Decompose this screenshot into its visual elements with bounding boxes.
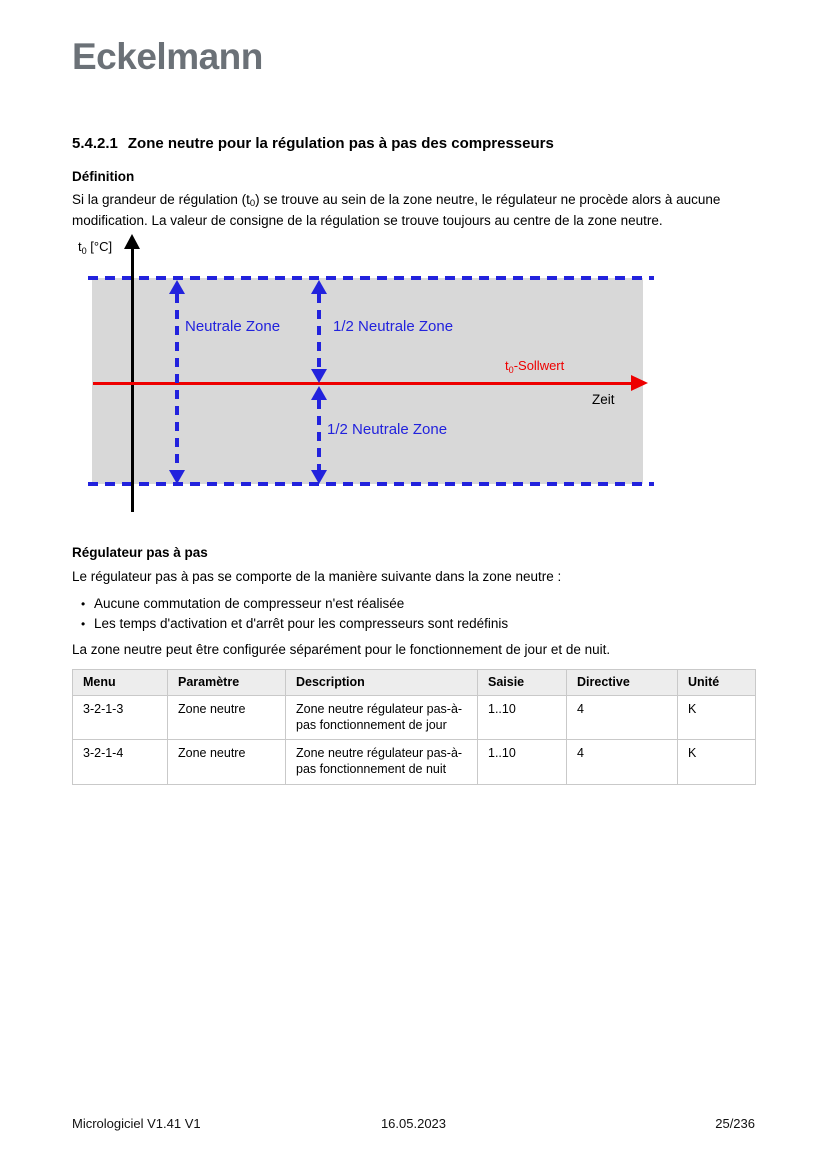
definition-text-pre: Si la grandeur de régulation (t bbox=[72, 191, 250, 207]
eckelmann-logo: Eckelmann bbox=[72, 36, 263, 77]
cell-parametre: Zone neutre bbox=[168, 695, 286, 740]
footer-page-number: 25/236 bbox=[715, 1116, 755, 1131]
definition-heading: Définition bbox=[72, 168, 135, 184]
bullet-item: • Aucune commutation de compresseur n'est réalisée bbox=[72, 594, 755, 614]
half-zone-lower-arrow bbox=[311, 386, 327, 484]
cell-parametre: Zone neutre bbox=[168, 740, 286, 785]
half-zone-upper-label: 1/2 Neutrale Zone bbox=[333, 318, 454, 336]
y-axis-label-subscript: 0 bbox=[81, 245, 87, 256]
setpoint-label-subscript: 0 bbox=[508, 364, 514, 375]
section-heading bbox=[72, 135, 755, 154]
table-row bbox=[73, 695, 756, 740]
t0-subscript: 0 bbox=[249, 198, 256, 210]
column-header-saisie: Saisie bbox=[478, 669, 567, 695]
cell-unite: K bbox=[678, 740, 756, 785]
arrow-dashed-line bbox=[317, 294, 321, 369]
table-header-row bbox=[73, 669, 756, 695]
neutral-zone-diagram bbox=[78, 234, 660, 519]
arrow-down-head bbox=[311, 470, 327, 484]
regulator-heading: Régulateur pas à pas bbox=[72, 545, 208, 561]
section-title: Zone neutre pour la régulation pas à pas des compresseurs bbox=[127, 135, 554, 152]
cell-description: Zone neutre régulateur pas-à-pas fonctionnement de jour bbox=[286, 695, 478, 740]
definition-text-post: ) se trouve au sein de la zone neutre, le régulateur ne procède alors à aucune modification. La valeur de consigne de la régulation se trouve toujours au centre de la zone neutre. bbox=[72, 191, 721, 229]
neutral-zone-label: Neutrale Zone bbox=[185, 318, 281, 336]
page-footer bbox=[72, 1116, 755, 1134]
cell-directive: 4 bbox=[567, 740, 678, 785]
cell-directive: 4 bbox=[567, 695, 678, 740]
y-axis-line bbox=[131, 247, 134, 512]
regulator-intro: Le régulateur pas à pas se comporte de la manière suivante dans la zone neutre : bbox=[72, 569, 562, 585]
page-content bbox=[72, 0, 755, 785]
parameter-table bbox=[72, 669, 756, 785]
arrow-dashed-line bbox=[175, 294, 179, 470]
arrow-up-head bbox=[169, 280, 185, 294]
cell-menu: 3-2-1-3 bbox=[73, 695, 168, 740]
column-header-directive: Directive bbox=[567, 669, 678, 695]
arrow-up-head bbox=[311, 386, 327, 400]
definition-paragraph bbox=[72, 189, 755, 232]
column-header-menu: Menu bbox=[73, 669, 168, 695]
section-number: 5.4.2.1 bbox=[72, 135, 118, 152]
regulator-bullet-list bbox=[72, 594, 755, 635]
x-axis-label: Zeit bbox=[592, 392, 615, 408]
arrow-up-head bbox=[311, 280, 327, 294]
regulator-outro: La zone neutre peut être configurée séparément pour le fonctionnement de jour et de nuit. bbox=[72, 642, 611, 658]
column-header-description: Description bbox=[286, 669, 478, 695]
cell-description: Zone neutre régulateur pas-à-pas fonctionnement de nuit bbox=[286, 740, 478, 785]
cell-menu: 3-2-1-4 bbox=[73, 740, 168, 785]
footer-version: Micrologiciel V1.41 V1 bbox=[72, 1116, 201, 1131]
setpoint-label: $t_0$-Sollwert bbox=[505, 358, 565, 375]
arrow-down-head bbox=[311, 369, 327, 383]
arrow-dashed-line bbox=[317, 400, 321, 470]
cell-unite: K bbox=[678, 695, 756, 740]
bullet-item: • Les temps d'activation et d'arrêt pour les compresseurs sont redéfinis bbox=[72, 614, 755, 634]
footer-date: 16.05.2023 bbox=[380, 1116, 447, 1131]
table-row bbox=[73, 740, 756, 785]
cell-saisie: 1..10 bbox=[478, 740, 567, 785]
arrow-down-head bbox=[169, 470, 185, 484]
setpoint-line-arrowhead bbox=[631, 375, 648, 391]
half-zone-upper-arrow bbox=[311, 280, 327, 383]
half-zone-lower-label: 1/2 Neutrale Zone bbox=[327, 421, 448, 439]
y-axis-label: $t_0$ [°C] bbox=[78, 239, 113, 256]
cell-saisie: 1..10 bbox=[478, 695, 567, 740]
neutral-zone-double-arrow bbox=[169, 280, 185, 484]
column-header-unite: Unité bbox=[678, 669, 756, 695]
column-header-parametre: Paramètre bbox=[168, 669, 286, 695]
